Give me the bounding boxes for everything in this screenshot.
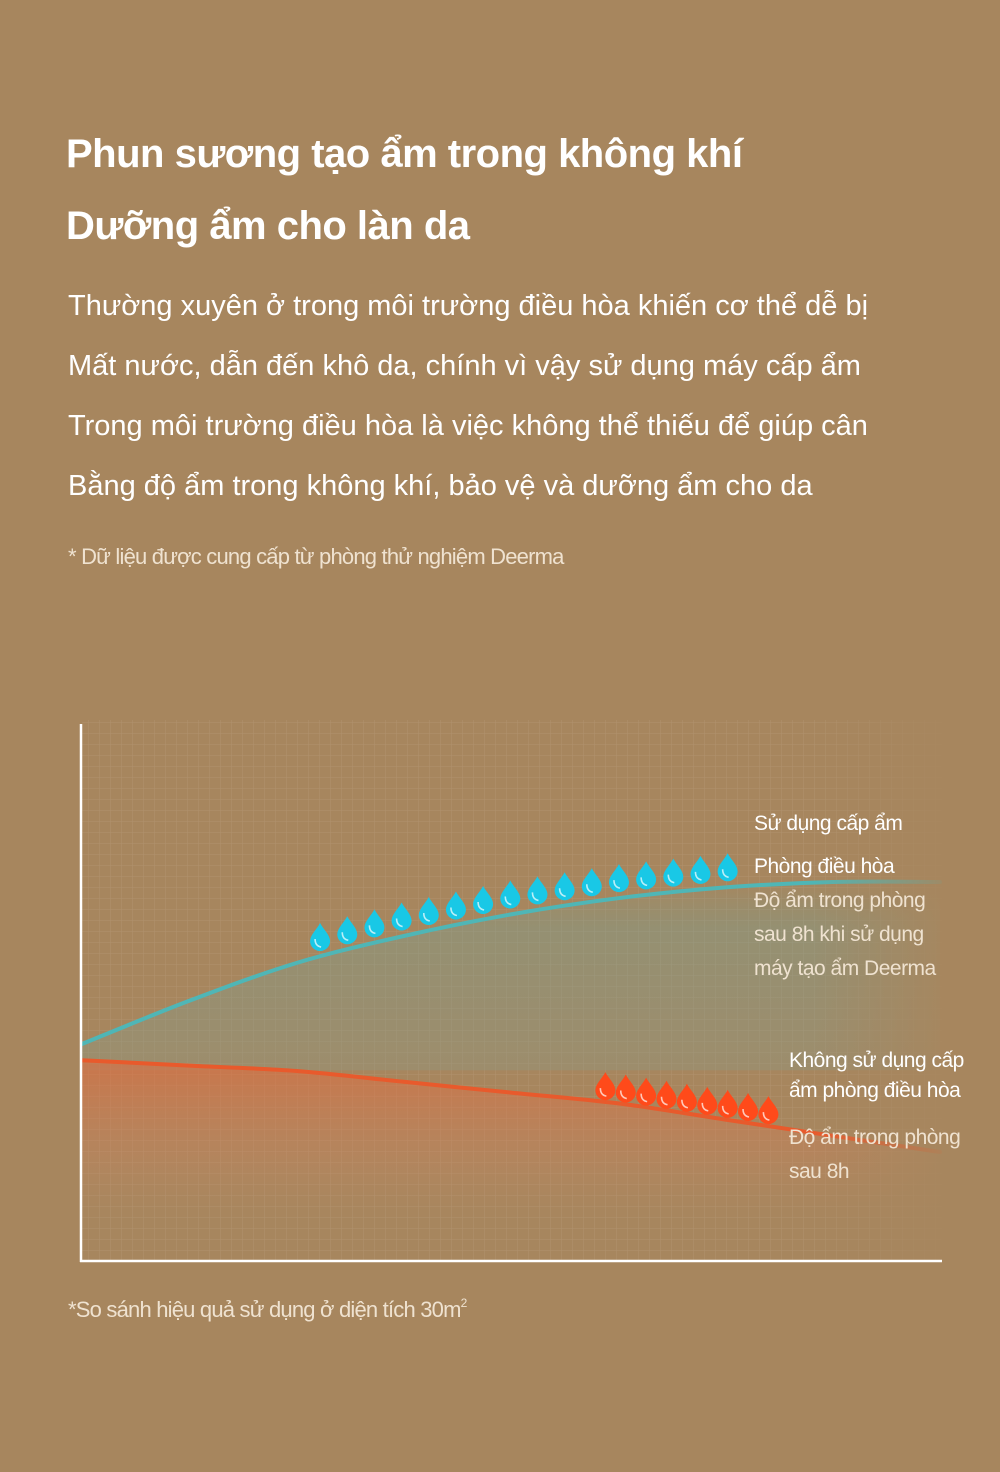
humidity-chart <box>0 700 1000 1280</box>
humidifier-label-line: Sử dụng cấp ẩm <box>754 812 903 835</box>
footnote-text: *So sánh hiệu quả sử dụng ở diện tích 30m <box>68 1297 461 1322</box>
humidifier-desc-line: sau 8h khi sử dụng <box>754 923 924 946</box>
chart-svg <box>0 700 1000 1280</box>
body-paragraph <box>68 276 868 516</box>
source-note: * Dữ liệu được cung cấp từ phòng thử nghiệm Deerma <box>68 544 564 569</box>
footnote <box>68 1296 467 1323</box>
no-humidifier-label-line: ẩm phòng điều hòa <box>789 1079 961 1102</box>
footnote-superscript: 2 <box>460 1296 467 1310</box>
humidifier-desc-line: Độ ẩm trong phòng <box>754 889 926 912</box>
humidifier-desc-line: máy tạo ẩm Deerma <box>754 957 936 980</box>
humidifier-label-line: Phòng điều hòa <box>754 855 895 878</box>
no-humidifier-desc-line: Độ ẩm trong phòng <box>789 1126 961 1149</box>
headline-line-2: Dưỡng ẩm cho làn da <box>66 204 470 248</box>
body-line: Bằng độ ẩm trong không khí, bảo vệ và dưỡng ẩm cho da <box>68 470 813 502</box>
body-line: Thường xuyên ở trong môi trường điều hòa khiến cơ thể dễ bị <box>68 290 869 322</box>
body-line: Mất nước, dẫn đến khô da, chính vì vậy sử dụng máy cấp ẩm <box>68 350 861 382</box>
no-humidifier-desc-line: sau 8h <box>789 1160 850 1183</box>
headline-line-1: Phun sương tạo ẩm trong không khí <box>66 132 743 176</box>
body-line: Trong môi trường điều hòa là việc không thể thiếu để giúp cân <box>68 410 868 442</box>
headline <box>66 118 742 262</box>
no-humidifier-label-line: Không sử dụng cấp <box>789 1049 964 1072</box>
